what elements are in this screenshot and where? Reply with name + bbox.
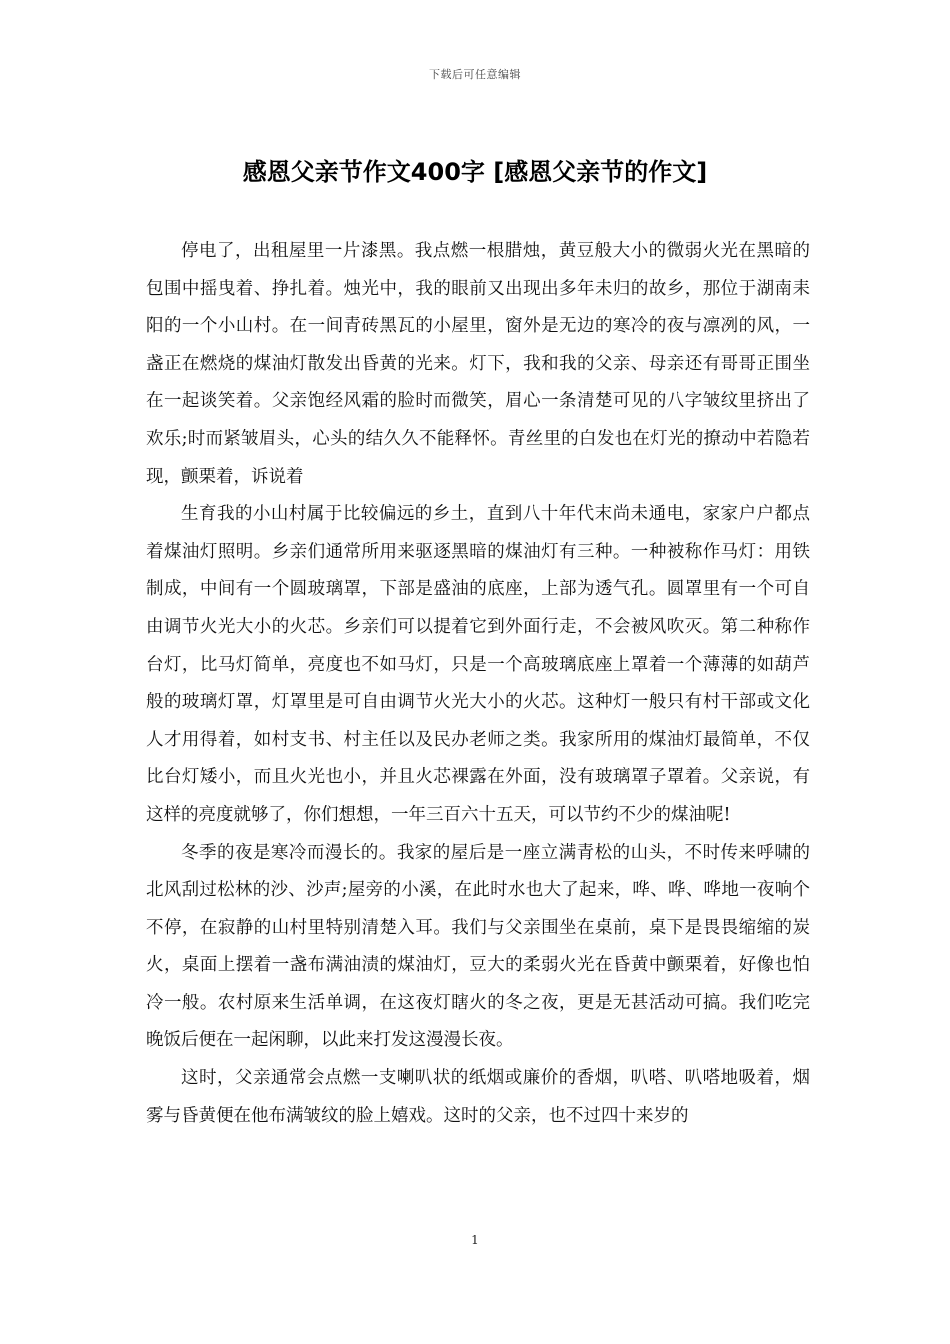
paragraph: 这时，父亲通常会点燃一支喇叭状的纸烟或廉价的香烟，叭嗒、叭嗒地吸着，烟雾与昏黄便在他布满皱纹的脸上嬉戏。这时的父亲，也不过四十来岁的	[146, 1068, 810, 1126]
page-header-note: 下载后可任意编辑	[429, 68, 521, 81]
document-title: 感恩父亲节作文400字 [感恩父亲节的作文]	[242, 158, 708, 186]
paragraph: 冬季的夜是寒冷而漫长的。我家的屋后是一座立满青松的山头，不时传来呼啸的北风刮过松林的沙、沙声;屋旁的小溪，在此时水也大了起来，哗、哗、哗地一夜响个不停，在寂静的山村里特别清楚入耳。我们与父亲围坐在桌前，桌下是畏畏缩缩的炭火，桌面上摆着一盏布满油渍的煤油灯，豆大的柔弱火光在昏黄中颤栗着，好像也怕冷一般。农村原来生活单调，在这夜灯瞎火的冬之夜，更是无甚活动可搞。我们吃完晚饭后便在一起闲聊，以此来打发这漫漫长夜。	[146, 842, 810, 1051]
paragraph: 停电了，出租屋里一片漆黑。我点燃一根腊烛，黄豆般大小的微弱火光在黑暗的包围中摇曳着、挣扎着。烛光中，我的眼前又出现出多年未归的故乡，那位于湖南耒阳的一个小山村。在一间青砖黑瓦的小屋里，窗外是无边的寒冷的夜与凛冽的风，一盏正在燃烧的煤油灯散发出昏黄的光来。灯下，我和我的父亲、母亲还有哥哥正围坐在一起谈笑着。父亲饱经风霜的脸时而微笑，眉心一条清楚可见的八字皱纹里挤出了欢乐;时而紧皱眉头，心头的结久久不能释怀。青丝里的白发也在灯光的撩动中若隐若现，颤栗着，诉说着	[146, 241, 810, 487]
page-number: 1	[471, 1233, 479, 1247]
document-body	[146, 233, 810, 1135]
paragraph: 生育我的小山村属于比较偏远的乡土，直到八十年代末尚未通电，家家户户都点着煤油灯照明。乡亲们通常所用来驱逐黑暗的煤油灯有三种。一种被称作马灯：用铁制成，中间有一个圆玻璃罩，下部是盛油的底座，上部为透气孔。圆罩里有一个可自由调节火光大小的火芯。乡亲们可以提着它到外面行走，不会被风吹灭。第二种称作台灯，比马灯简单，亮度也不如马灯，只是一个高玻璃底座上罩着一个薄薄的如葫芦般的玻璃灯罩，灯罩里是可自由调节火光大小的火芯。这种灯一般只有村干部或文化人才用得着，如村支书、村主任以及民办老师之类。我家所用的煤油灯最简单，不仅比台灯矮小，而且火光也小，并且火芯裸露在外面，没有玻璃罩子罩着。父亲说，有这样的亮度就够了，你们想想，一年三百六十五天，可以节约不少的煤油呢!	[146, 504, 810, 825]
